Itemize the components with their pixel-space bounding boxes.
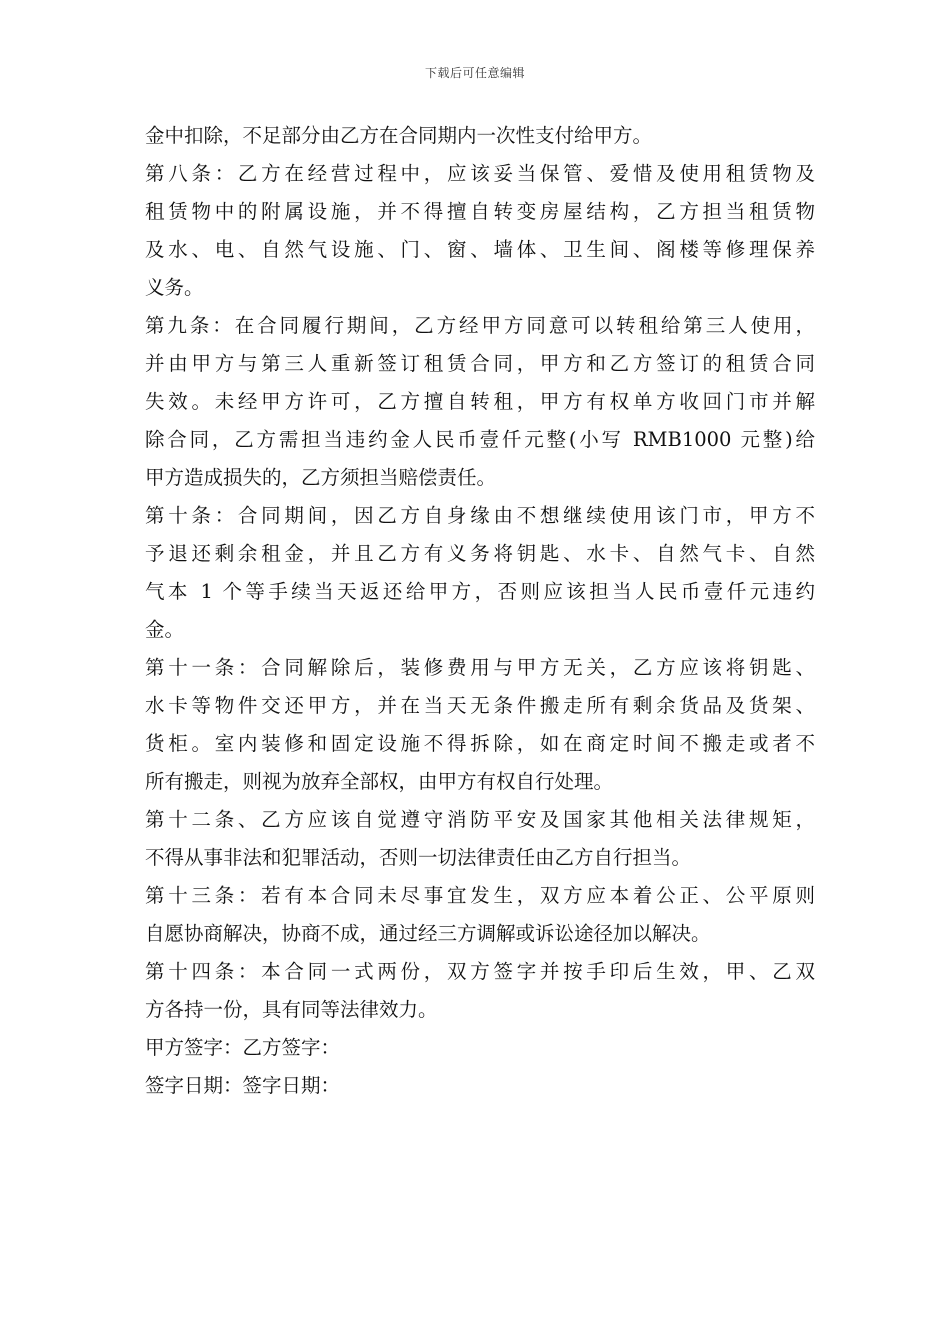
text-line: 第十条：合同期间，因乙方自身缘由不想继续使用该门市，甲方不: [145, 504, 815, 527]
contract-body: [145, 117, 815, 1105]
text-line: 签字日期：签字日期：: [145, 1074, 341, 1097]
text-line: 予退还剩余租金，并且乙方有义务将钥匙、水卡、自然气卡、自然: [145, 542, 815, 565]
text-line: 失效。未经甲方许可，乙方擅自转租，甲方有权单方收回门市并解: [145, 390, 815, 413]
text-line: 第十四条：本合同一式两份，双方签字并按手印后生效，甲、乙双: [145, 960, 815, 983]
text-line: 租赁物中的附属设施，并不得擅自转变房屋结构，乙方担当租赁物: [145, 200, 815, 223]
text-line: 除合同，乙方需担当违约金人民币壹仟元整(小写 RMB1000 元整)给: [145, 428, 815, 451]
text-line: 甲方签字：乙方签字：: [145, 1036, 341, 1059]
text-line: 义务。: [145, 276, 204, 299]
text-line: 气本 1 个等手续当天返还给甲方，否则应该担当人民币壹仟元违约: [145, 580, 815, 603]
text-line: 金。: [145, 618, 185, 641]
text-line: 第九条：在合同履行期间，乙方经甲方同意可以转租给第三人使用，: [145, 314, 815, 337]
text-line: 金中扣除，不足部分由乙方在合同期内一次性支付给甲方。: [145, 124, 653, 147]
text-line: 甲方造成损失的，乙方须担当赔偿责任。: [145, 466, 497, 489]
text-line: 不得从事非法和犯罪活动，否则一切法律责任由乙方自行担当。: [145, 846, 692, 869]
text-line: 及水、电、自然气设施、门、窗、墙体、卫生间、阁楼等修理保养: [145, 238, 815, 261]
text-line: 方各持一份，具有同等法律效力。: [145, 998, 438, 1021]
text-line: 货柜。室内装修和固定设施不得拆除，如在商定时间不搬走或者不: [145, 732, 815, 755]
text-line: 并由甲方与第三人重新签订租赁合同，甲方和乙方签订的租赁合同: [145, 352, 815, 375]
text-line: 第八条：乙方在经营过程中，应该妥当保管、爱惜及使用租赁物及: [145, 162, 815, 185]
text-line: 自愿协商解决，协商不成，通过经三方调解或诉讼途径加以解决。: [145, 922, 711, 945]
text-line: 所有搬走，则视为放弃全部权，由甲方有权自行处理。: [145, 770, 614, 793]
text-line: 第十三条：若有本合同未尽事宜发生，双方应本着公正、公平原则: [145, 884, 815, 907]
text-line: 水卡等物件交还甲方，并在当天无条件搬走所有剩余货品及货架、: [145, 694, 815, 717]
text-line: 第十一条：合同解除后，装修费用与甲方无关，乙方应该将钥匙、: [145, 656, 815, 679]
page-header: 下载后可任意编辑: [424, 66, 525, 80]
text-line: 第十二条、乙方应该自觉遵守消防平安及国家其他相关法律规矩，: [145, 808, 815, 831]
